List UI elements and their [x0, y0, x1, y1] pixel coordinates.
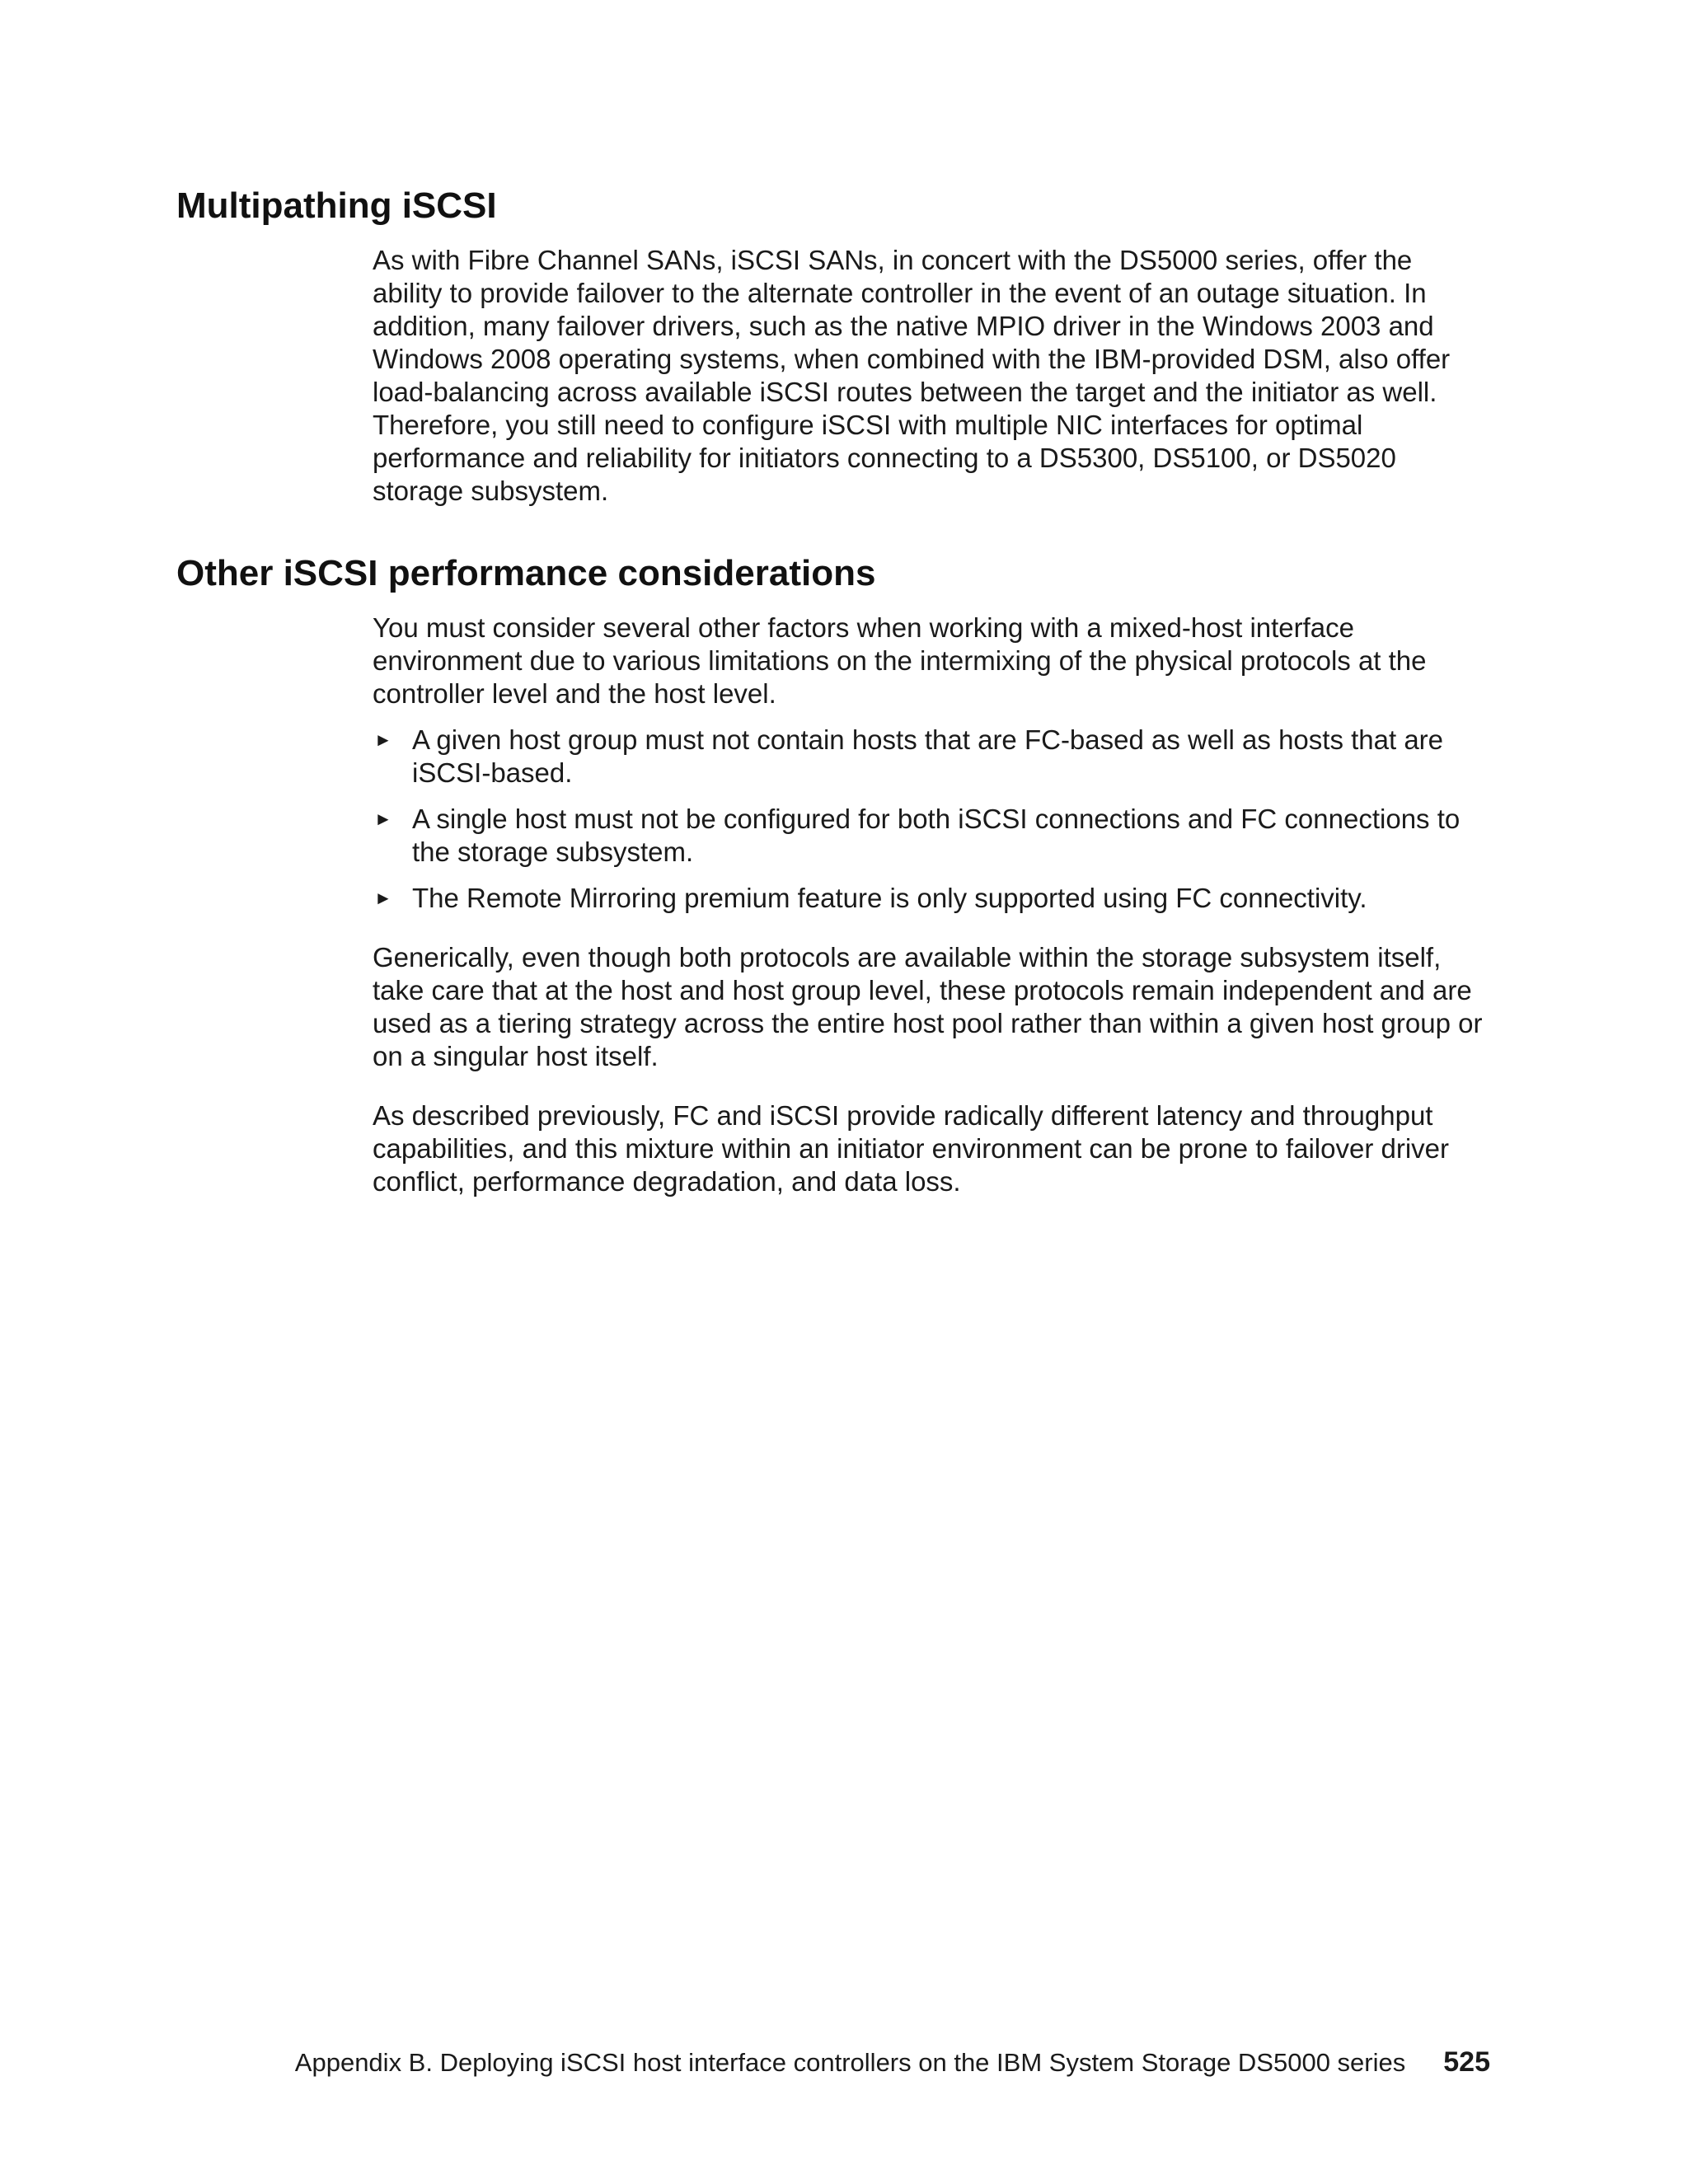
bullet-item [373, 724, 1485, 790]
section-heading-multipathing: Multipathing iSCSI [176, 185, 497, 226]
section-body-multipathing [373, 244, 1485, 508]
paragraph: As with Fibre Channel SANs, iSCSI SANs, in concert with the DS5000 series, offer the ability to provide failover to the alternate controller in the event of an outage situation. In addition, many failover drivers, such as the native MPIO driver in the Windows 2003 and Windows 2008 operating systems, when combined with the IBM-provided DSM, also offer load-balancing across available iSCSI routes between the target and the initiator as well. Therefore, you still need to configure iSCSI with multiple NIC interfaces for optimal performance and reliability for initiators connecting to a DS5300, DS5100, or DS5020 storage subsystem. [373, 245, 1451, 506]
paragraph: As described previously, FC and iSCSI provide radically different latency and throughput capabilities, and this mixture within an initiator environment can be prone to failover driver conflict, performance degradation, and data loss. [373, 1100, 1449, 1197]
intro-paragraph: You must consider several other factors when working with a mixed-host interface environment due to various limitations on the intermixing of the physical protocols at the controller level and the host level. [373, 612, 1427, 709]
footer-chapter-title: Appendix B. Deploying iSCSI host interface controllers on the IBM System Storage DS5000 series [294, 2048, 1406, 2077]
triangle-bullet-icon: ► [374, 729, 392, 750]
paragraph: Generically, even though both protocols are available within the storage subsystem itself, take care that at the host and host group level, these protocols remain independent and are used as a tiering strategy across the entire host pool rather than within a given host group or on a singular host itself. [373, 942, 1483, 1071]
bullet-text: A single host must not be configured for both iSCSI connections and FC connections to the storage subsystem. [412, 804, 1461, 867]
bullet-text: The Remote Mirroring premium feature is only supported using FC connectivity. [412, 883, 1367, 913]
triangle-bullet-icon: ► [374, 808, 392, 829]
bullet-item [373, 882, 1485, 915]
page-number: 525 [1443, 2046, 1490, 2078]
page-footer [295, 2046, 1490, 2079]
triangle-bullet-icon: ► [374, 888, 392, 908]
section-heading-performance: Other iSCSI performance considerations [176, 553, 876, 593]
section-body-performance [373, 612, 1485, 1198]
bullet-item [373, 803, 1485, 869]
bullet-text: A given host group must not contain hosts that are FC-based as well as hosts that are iSCSI-based. [412, 724, 1444, 788]
bullet-list [373, 724, 1485, 915]
